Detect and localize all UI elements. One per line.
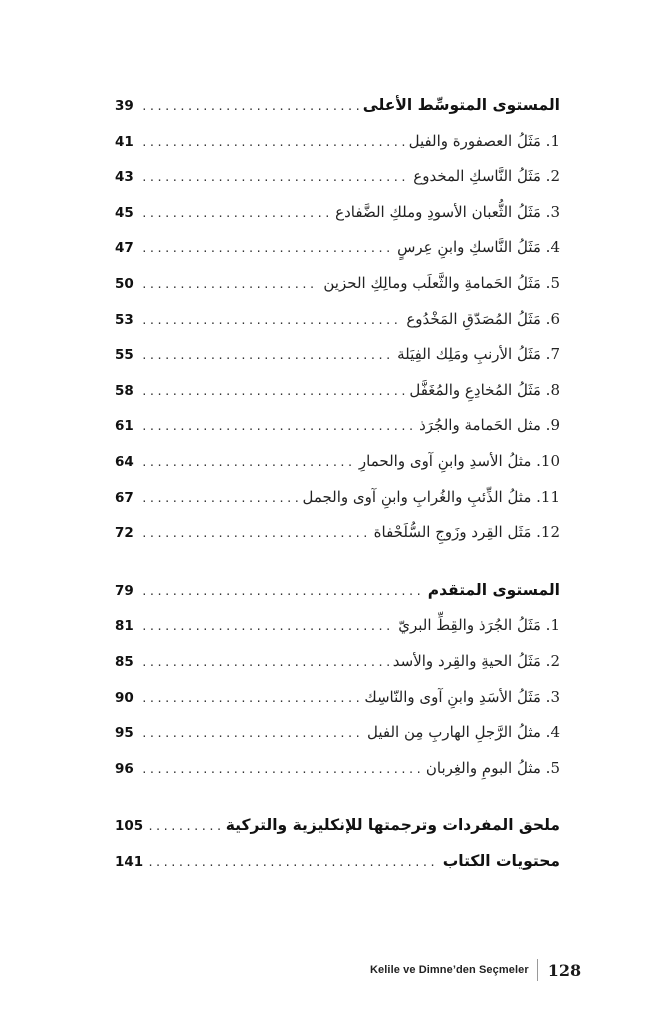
toc-entry-page: 72	[115, 525, 134, 542]
toc-entry-page: 53	[115, 311, 134, 328]
toc-entry	[115, 644, 560, 680]
toc-entry-page: 45	[115, 204, 134, 221]
toc-entry-title: 5. مَثَلُ الحَمامةِ والثَّعلَب ومالِكِ الحزين	[323, 273, 560, 292]
toc-section-advanced	[115, 573, 560, 787]
toc-heading-page: 39	[115, 98, 134, 114]
toc-entry	[115, 751, 560, 787]
toc-heading-contents	[115, 844, 560, 880]
dot-leader	[141, 160, 409, 196]
toc-entry	[115, 444, 560, 480]
toc-entry	[115, 302, 560, 338]
footer-book-title: Kelile ve Dimne’den Seçmeler	[370, 964, 529, 976]
toc-heading-appendix	[115, 808, 560, 844]
toc-section-intermediate	[115, 88, 560, 551]
dot-leader	[141, 196, 331, 232]
page-footer	[370, 958, 581, 982]
toc-heading-page: 79	[115, 582, 134, 599]
toc-entry	[115, 515, 560, 551]
toc-entry	[115, 159, 560, 195]
toc-entry-title: 7. مَثَلُ الأرنبِ ومَلِك الفِيَلة	[397, 345, 560, 364]
dot-leader	[141, 681, 360, 717]
toc-entry-title: 3. مَثَلُ الأسَدِ وابنِ آوى والنّاسِك	[364, 687, 560, 706]
toc-entry-title: 1. مَثَلُ الجُرَذ والقِطِّ البريّ	[398, 616, 560, 635]
toc-entry-title: 12. مَثَل القِرد وزَوجِ السُّلَحْفاة	[373, 523, 560, 542]
toc-entry	[115, 680, 560, 716]
toc-heading-title: المستوى المتوسِّط الأعلى	[362, 96, 560, 114]
dot-leader	[141, 374, 405, 410]
toc-heading-title: محتويات الكتاب	[442, 851, 560, 870]
toc-entry	[115, 337, 560, 373]
toc-entry-page: 50	[115, 275, 134, 292]
dot-leader	[141, 409, 415, 445]
toc-entry-page: 47	[115, 240, 134, 257]
toc-entry-title: 5. مثلُ البومِ والغِربان	[425, 758, 560, 777]
dot-leader	[141, 89, 359, 125]
toc-heading-advanced	[115, 573, 560, 609]
toc-entry-page: 43	[115, 169, 134, 186]
toc-entry-title: 3. مَثَلُ الثُّعبان الأسودِ وملكِ الضَّفادع	[335, 202, 560, 221]
toc-heading-page: 105	[115, 818, 144, 835]
toc-entry-page: 55	[115, 347, 134, 364]
dot-leader	[141, 231, 393, 267]
dot-leader	[147, 845, 439, 881]
toc-entry-page: 85	[115, 653, 134, 670]
toc-entry-title: 2. مَثَلُ الحيةِ والقِرد والأسد	[392, 651, 560, 670]
toc-entry-page: 58	[115, 382, 134, 399]
toc-section-back-matter	[115, 808, 560, 879]
toc-entry-title: 11. مثلُ الذِّئبِ والغُرابِ وابنِ آوى والجمل	[302, 487, 560, 506]
toc-entry-title: 6. مَثَلُ المُصَدّقِ المَخْدُوع	[406, 309, 560, 328]
toc-entry-title: 4. مثلُ الرَّجلِ الهاربِ مِن الفيل	[367, 723, 560, 742]
toc-heading-title: ملحق المفردات وترجمتها للإنكليزية والتركية	[225, 816, 560, 835]
table-of-contents	[115, 88, 560, 901]
dot-leader	[141, 574, 424, 610]
footer-divider	[537, 959, 538, 981]
toc-entry	[115, 608, 560, 644]
footer-page-number: 128	[547, 960, 582, 980]
toc-entry	[115, 480, 560, 516]
toc-entry-page: 67	[115, 489, 134, 506]
toc-entry-page: 90	[115, 689, 134, 706]
toc-entry	[115, 266, 560, 302]
toc-entry-page: 61	[115, 418, 134, 435]
dot-leader	[141, 267, 319, 303]
toc-entry-title: 8. مَثَلُ المُخادِعِ والمُغَفَّل	[409, 380, 560, 399]
toc-entry-page: 96	[115, 760, 134, 777]
dot-leader	[141, 445, 355, 481]
toc-entry-page: 64	[115, 453, 134, 470]
toc-entry	[115, 124, 560, 160]
dot-leader	[141, 752, 422, 788]
toc-entry	[115, 715, 560, 751]
toc-entry-title: 10. مثلُ الأسدِ وابنِ آوى والحمارِ	[358, 451, 560, 470]
dot-leader	[147, 809, 222, 845]
toc-entry-title: 9. مثل الحَمامة والجُرَذ	[419, 416, 560, 435]
toc-heading-page: 141	[115, 853, 144, 870]
toc-entry	[115, 408, 560, 444]
toc-entry	[115, 195, 560, 231]
dot-leader	[141, 516, 370, 552]
toc-entry-title: 1. مَثَلُ العصفورة والفيل	[408, 131, 560, 150]
toc-entry-title: 4. مَثَلُ النَّاسكِ وابنِ عِرسٍ	[397, 238, 560, 257]
dot-leader	[141, 303, 402, 339]
toc-heading-intermediate	[115, 88, 560, 124]
toc-entry-title: 2. مَثَلُ النَّاسكِ المخدوع	[413, 167, 560, 186]
toc-entry-page: 41	[115, 133, 134, 150]
dot-leader	[141, 716, 363, 752]
dot-leader	[141, 338, 393, 374]
toc-entry	[115, 230, 560, 266]
toc-entry-page: 81	[115, 618, 134, 635]
dot-leader	[141, 481, 298, 517]
dot-leader	[141, 645, 389, 681]
dot-leader	[141, 125, 405, 161]
toc-heading-title: المستوى المتقدم	[427, 580, 560, 599]
toc-entry	[115, 373, 560, 409]
toc-entry-page: 95	[115, 725, 134, 742]
dot-leader	[141, 609, 394, 645]
